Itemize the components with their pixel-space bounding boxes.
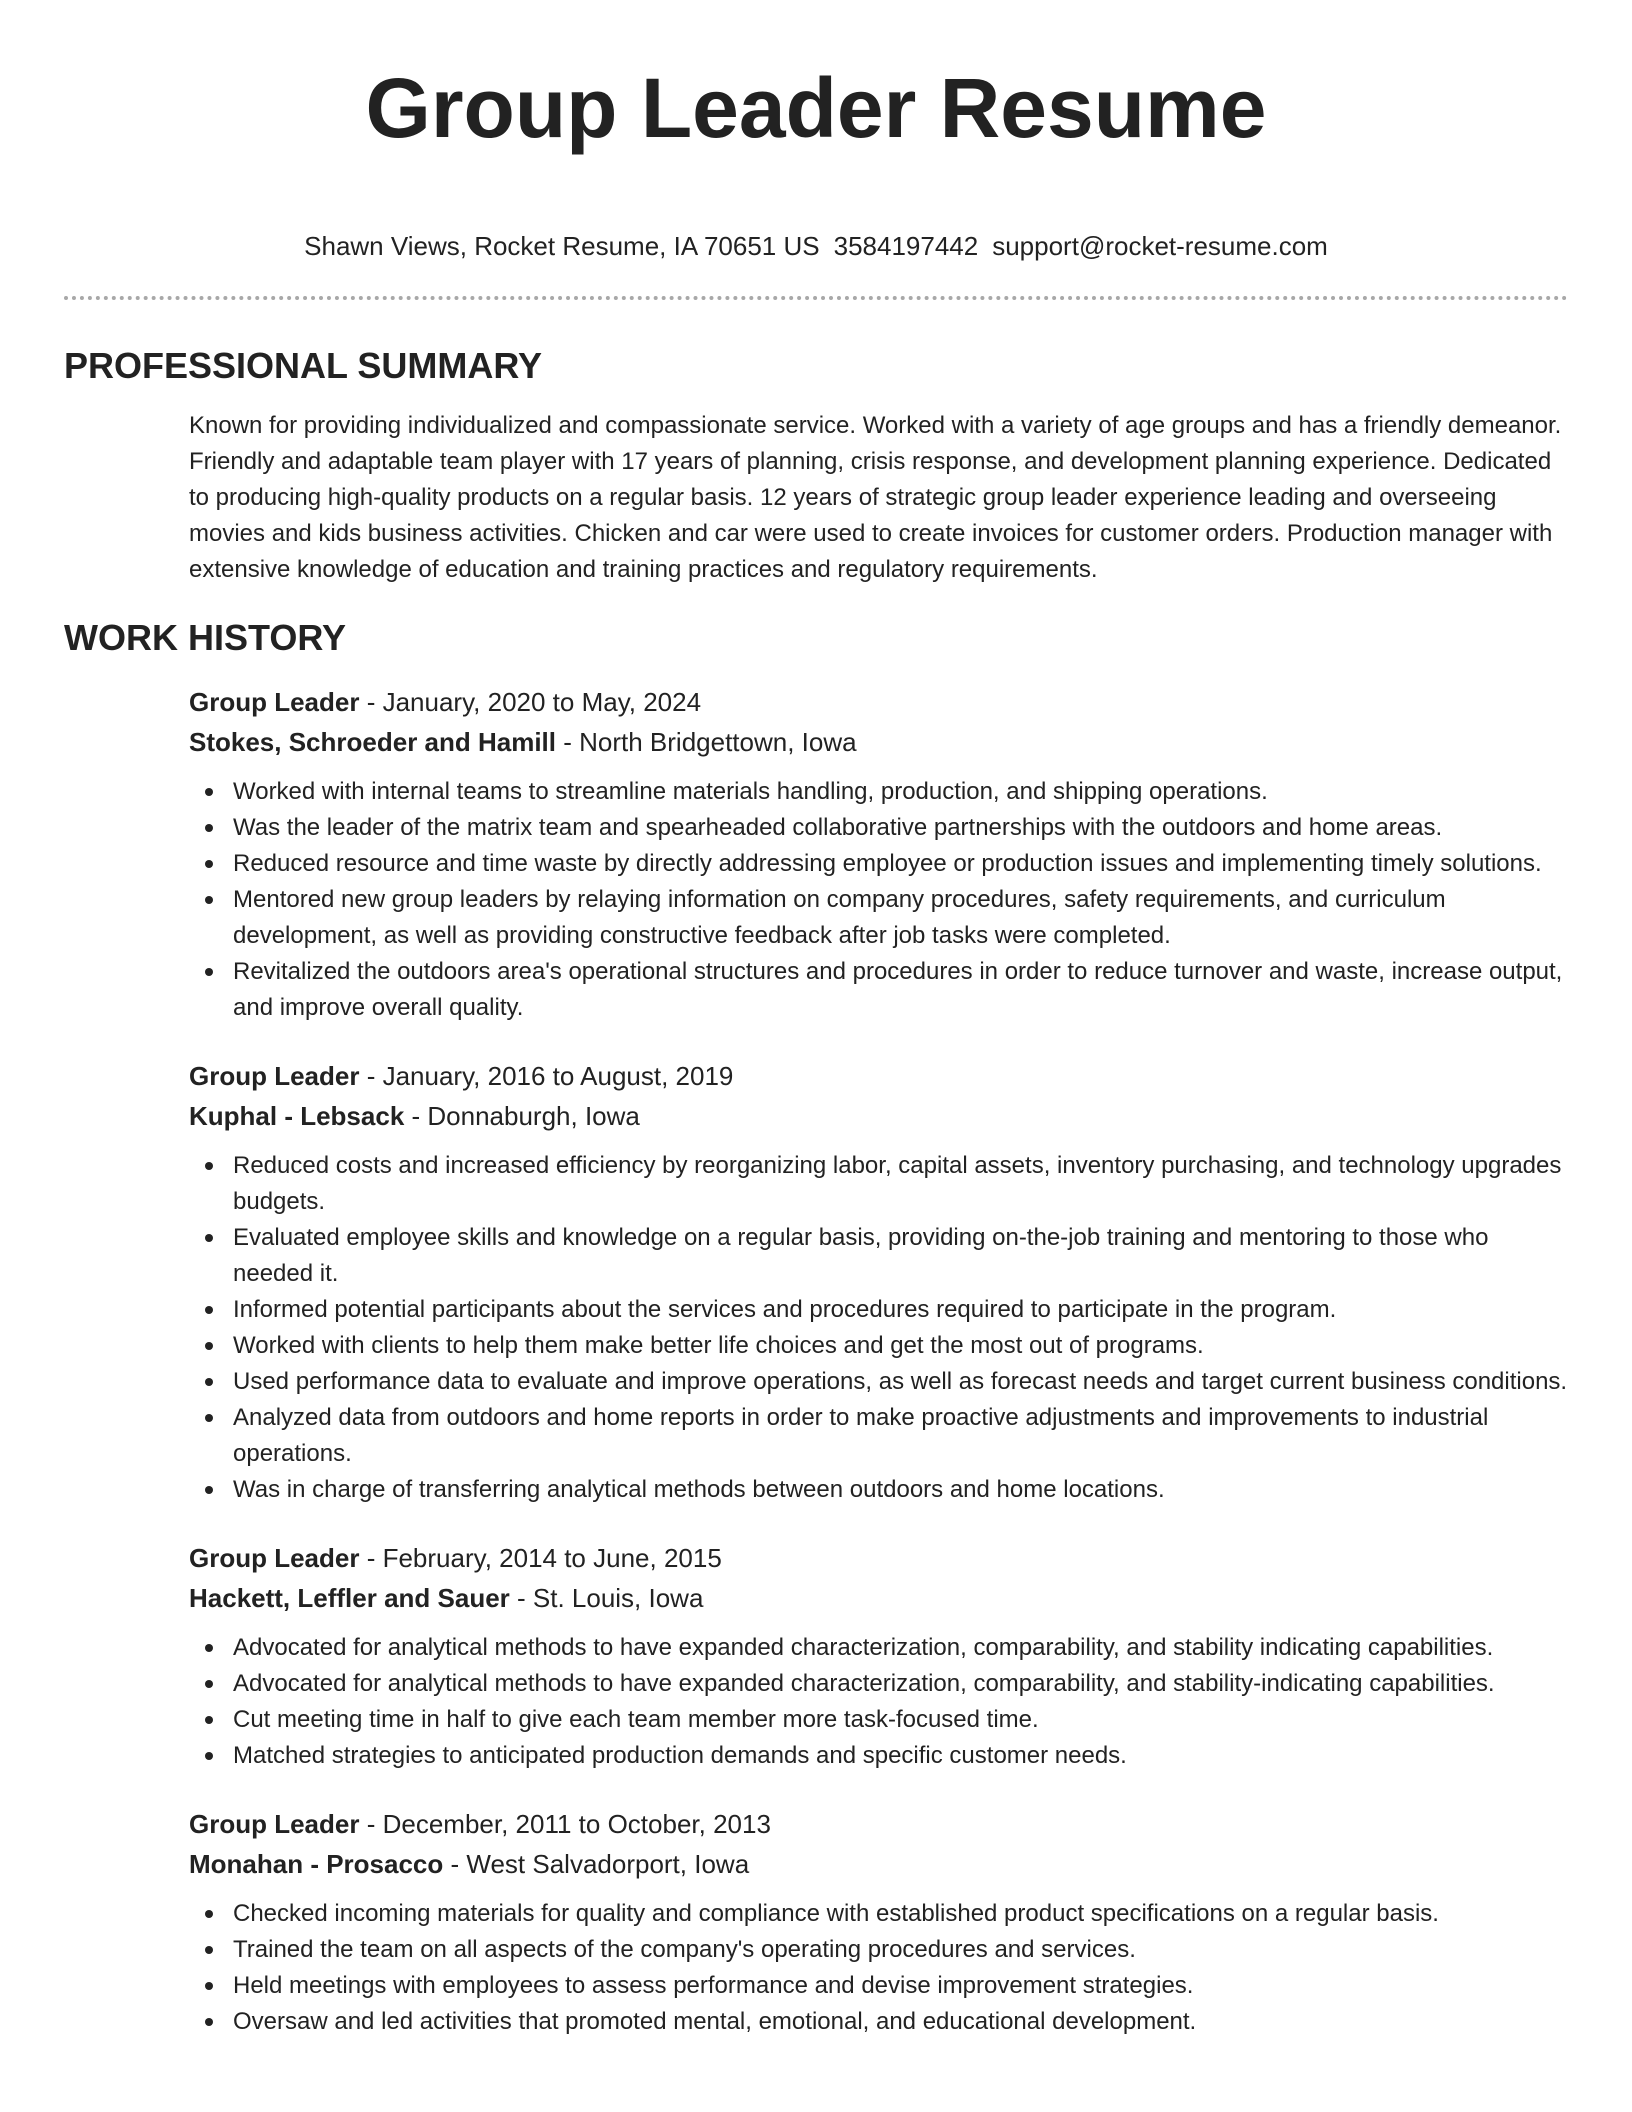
job-role: Group Leader <box>189 687 360 717</box>
job-company: Hackett, Leffler and Sauer <box>189 1583 510 1613</box>
header-divider <box>64 296 1568 300</box>
job-bullets <box>189 1630 1568 1774</box>
job-bullet: Advocated for analytical methods to have expanded characterization, comparability, and stability indicating capabilities. <box>189 1630 1568 1666</box>
job-bullet: Worked with clients to help them make better life choices and get the most out of programs. <box>189 1328 1568 1364</box>
job-entry <box>189 1056 1568 1508</box>
job-company: Monahan - Prosacco <box>189 1849 444 1879</box>
job-location: - North Bridgettown, Iowa <box>556 727 857 757</box>
job-company: Stokes, Schroeder and Hamill <box>189 727 557 757</box>
job-dates: - January, 2016 to August, 2019 <box>359 1061 734 1091</box>
job-role: Group Leader <box>189 1061 360 1091</box>
job-company-line <box>189 1578 1568 1618</box>
job-bullet: Oversaw and led activities that promoted mental, emotional, and educational development. <box>189 2004 1568 2040</box>
job-company-line <box>189 1096 1568 1136</box>
job-role-line <box>189 682 1568 722</box>
job-dates: - December, 2011 to October, 2013 <box>359 1809 771 1839</box>
job-company-line <box>189 722 1568 762</box>
summary-text: Known for providing individualized and compassionate service. Worked with a variety of age groups and has a friendly demeanor. Friendly and adaptable team player with 17 years of planning, crisis response, and development planning experience. Dedicated to producing high-quality products on a regular basis. 12 years of strategic group leader experience leading and overseeing movies and kids business activities. Chicken and car were used to create invoices for customer orders. Production manager with extensive knowledge of education and training practices and regulatory requirements. <box>189 412 1562 583</box>
job-location: - Donnaburgh, Iowa <box>404 1101 640 1131</box>
job-role-line <box>189 1804 1568 1844</box>
summary-heading: PROFESSIONAL SUMMARY <box>64 345 543 386</box>
resume-page <box>64 0 1568 2112</box>
job-company-line <box>189 1844 1568 1884</box>
job-bullet: Evaluated employee skills and knowledge on a regular basis, providing on-the-job training and mentoring to those who needed it. <box>189 1220 1568 1292</box>
job-bullet: Reduced costs and increased efficiency by reorganizing labor, capital assets, inventory purchasing, and technology upgrades budgets. <box>189 1148 1568 1220</box>
job-entry <box>189 1804 1568 2040</box>
resume-title: Group Leader Resume <box>365 61 1267 155</box>
contact-email: support@rocket-resume.com <box>992 231 1328 261</box>
job-bullet: Held meetings with employees to assess performance and devise improvement strategies. <box>189 1968 1568 2004</box>
job-dates: - January, 2020 to May, 2024 <box>359 687 702 717</box>
job-entry <box>189 1538 1568 1774</box>
job-bullet: Worked with internal teams to streamline materials handling, production, and shipping operations. <box>189 774 1568 810</box>
job-bullet: Informed potential participants about the services and procedures required to participate in the program. <box>189 1292 1568 1328</box>
work-history-heading: WORK HISTORY <box>64 617 347 658</box>
job-dates: - February, 2014 to June, 2015 <box>359 1543 722 1573</box>
contact-address: Shawn Views, Rocket Resume, IA 70651 US <box>304 231 820 261</box>
contact-phone: 3584197442 <box>833 231 979 261</box>
job-bullet: Used performance data to evaluate and improve operations, as well as forecast needs and target current business conditions. <box>189 1364 1568 1400</box>
job-role: Group Leader <box>189 1809 360 1839</box>
job-bullet: Trained the team on all aspects of the company's operating procedures and services. <box>189 1932 1568 1968</box>
job-location: - St. Louis, Iowa <box>509 1583 704 1613</box>
job-bullet: Was in charge of transferring analytical methods between outdoors and home locations. <box>189 1472 1568 1508</box>
job-bullets <box>189 1896 1568 2040</box>
job-location: - West Salvadorport, Iowa <box>443 1849 750 1879</box>
job-bullet: Checked incoming materials for quality and compliance with established product specifications on a regular basis. <box>189 1896 1568 1932</box>
job-bullet: Matched strategies to anticipated production demands and specific customer needs. <box>189 1738 1568 1774</box>
job-bullet: Revitalized the outdoors area's operational structures and procedures in order to reduce turnover and waste, increase output, and improve overall quality. <box>189 954 1568 1026</box>
job-role-line <box>189 1056 1568 1096</box>
job-bullets <box>189 1148 1568 1508</box>
job-company: Kuphal - Lebsack <box>189 1101 405 1131</box>
job-bullet: Reduced resource and time waste by directly addressing employee or production issues and implementing timely solutions. <box>189 846 1568 882</box>
job-role-line <box>189 1538 1568 1578</box>
contact-line <box>64 230 1568 262</box>
job-bullet: Analyzed data from outdoors and home reports in order to make proactive adjustments and improvements to industrial operations. <box>189 1400 1568 1472</box>
job-bullet: Mentored new group leaders by relaying information on company procedures, safety requirements, and curriculum development, as well as providing constructive feedback after job tasks were completed. <box>189 882 1568 954</box>
job-bullets <box>189 774 1568 1026</box>
job-bullet: Advocated for analytical methods to have expanded characterization, comparability, and stability-indicating capabilities. <box>189 1666 1568 1702</box>
job-bullet: Cut meeting time in half to give each team member more task-focused time. <box>189 1702 1568 1738</box>
job-bullet: Was the leader of the matrix team and spearheaded collaborative partnerships with the outdoors and home areas. <box>189 810 1568 846</box>
job-role: Group Leader <box>189 1543 360 1573</box>
job-entry <box>189 682 1568 1026</box>
